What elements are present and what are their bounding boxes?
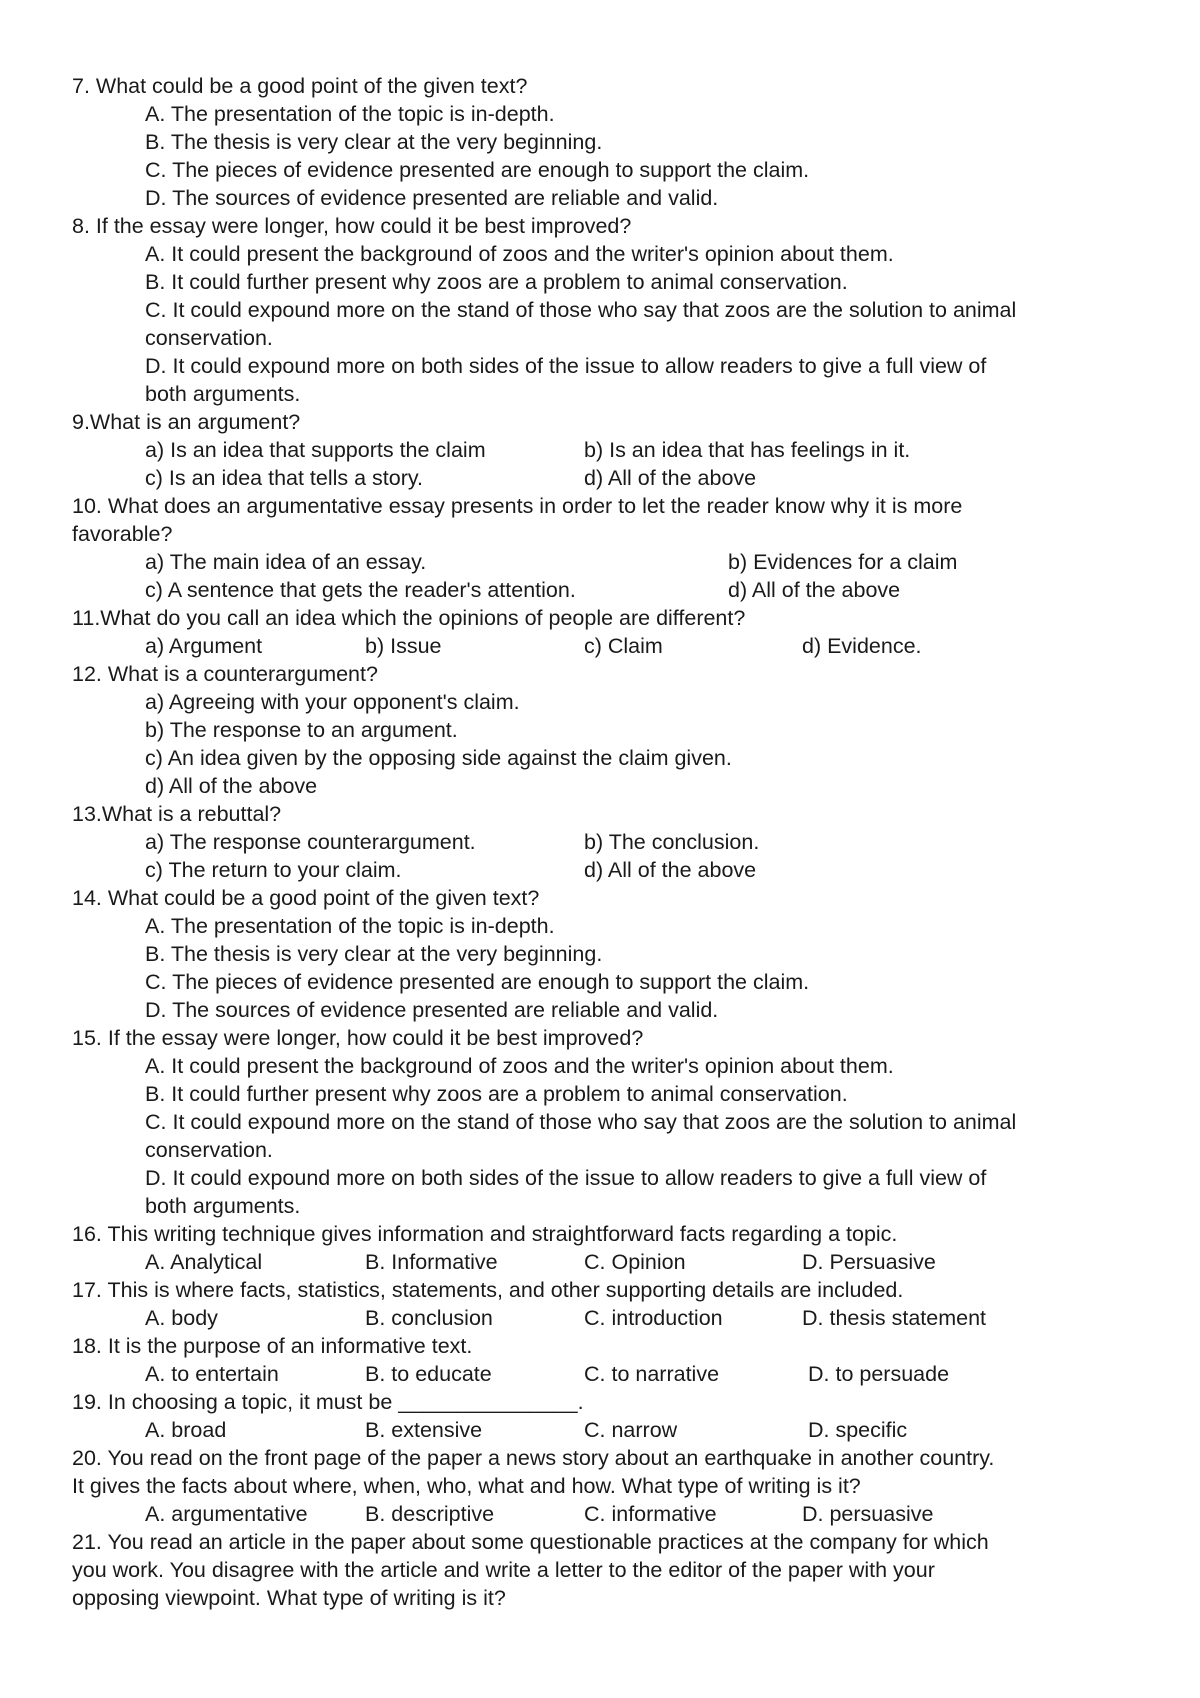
question-18-option-d: D. to persuade <box>808 1362 950 1386</box>
question-19-option-d: D. specific <box>808 1418 908 1442</box>
question-16-option-d: D. Persuasive <box>802 1250 936 1274</box>
question-14-stem: 14. What could be a good point of the given text? <box>72 886 540 910</box>
question-13-stem: 13.What is a rebuttal? <box>72 802 282 826</box>
question-7-option-a: A. The presentation of the topic is in-depth. <box>145 102 555 126</box>
question-17-option-b: B. conclusion <box>365 1306 493 1330</box>
question-14-option-a: A. The presentation of the topic is in-depth. <box>145 914 555 938</box>
question-16-option-c: C. Opinion <box>584 1250 686 1274</box>
question-7-option-c: C. The pieces of evidence presented are enough to support the claim. <box>145 158 810 182</box>
question-10-stem-cont: favorable? <box>72 522 173 546</box>
question-8-option-d: D. It could expound more on both sides of the issue to allow readers to give a full view of <box>145 354 987 378</box>
question-15-option-c: C. It could expound more on the stand of those who say that zoos are the solution to animal <box>145 1110 1017 1134</box>
question-18-stem: 18. It is the purpose of an informative text. <box>72 1334 473 1358</box>
question-9-stem: 9.What is an argument? <box>72 410 301 434</box>
question-11-stem: 11.What do you call an idea which the opinions of people are different? <box>72 606 746 630</box>
question-21-stem-cont-2: opposing viewpoint. What type of writing is it? <box>72 1586 506 1610</box>
question-9-option-b: b) Is an idea that has feelings in it. <box>584 438 911 462</box>
question-14-option-d: D. The sources of evidence presented are reliable and valid. <box>145 998 719 1022</box>
question-10-option-c: c) A sentence that gets the reader's attention. <box>145 578 576 602</box>
question-17-stem: 17. This is where facts, statistics, statements, and other supporting details are included. <box>72 1278 904 1302</box>
question-11-option-c: c) Claim <box>584 634 663 658</box>
question-18-option-b: B. to educate <box>365 1362 492 1386</box>
question-18-option-c: C. to narrative <box>584 1362 720 1386</box>
question-20-option-b: B. descriptive <box>365 1502 495 1526</box>
question-20-stem: 20. You read on the front page of the paper a news story about an earthquake in another country. <box>72 1446 995 1470</box>
question-17-option-c: C. introduction <box>584 1306 723 1330</box>
question-8-stem: 8. If the essay were longer, how could it be best improved? <box>72 214 632 238</box>
question-13-option-b: b) The conclusion. <box>584 830 760 854</box>
question-9-option-d: d) All of the above <box>584 466 757 490</box>
question-18-option-a: A. to entertain <box>145 1362 279 1386</box>
question-21-stem-cont: you work. You disagree with the article and write a letter to the editor of the paper with your <box>72 1558 935 1582</box>
question-15-option-a: A. It could present the background of zoos and the writer's opinion about them. <box>145 1054 894 1078</box>
question-21-stem: 21. You read an article in the paper about some questionable practices at the company for which <box>72 1530 989 1554</box>
question-11-option-d: d) Evidence. <box>802 634 922 658</box>
question-7-option-d: D. The sources of evidence presented are reliable and valid. <box>145 186 719 210</box>
question-10-option-a: a) The main idea of an essay. <box>145 550 427 574</box>
question-17-option-d: D. thesis statement <box>802 1306 987 1330</box>
question-20-option-d: D. persuasive <box>802 1502 934 1526</box>
question-8-option-b: B. It could further present why zoos are a problem to animal conservation. <box>145 270 848 294</box>
question-10-option-b: b) Evidences for a claim <box>728 550 958 574</box>
question-16-stem: 16. This writing technique gives information and straightforward facts regarding a topic. <box>72 1222 898 1246</box>
question-19-option-c: C. narrow <box>584 1418 678 1442</box>
question-14-option-b: B. The thesis is very clear at the very beginning. <box>145 942 603 966</box>
question-19-option-a: A. broad <box>145 1418 227 1442</box>
question-13-option-d: d) All of the above <box>584 858 757 882</box>
question-12-option-d: d) All of the above <box>145 774 318 798</box>
question-13-option-a: a) The response counterargument. <box>145 830 476 854</box>
question-12-option-a: a) Agreeing with your opponent's claim. <box>145 690 520 714</box>
question-15-option-c-cont: conservation. <box>145 1138 273 1162</box>
question-20-stem-cont: It gives the facts about where, when, who, what and how. What type of writing is it? <box>72 1474 861 1498</box>
question-12-option-c: c) An idea given by the opposing side against the claim given. <box>145 746 732 770</box>
question-20-option-a: A. argumentative <box>145 1502 308 1526</box>
question-16-option-a: A. Analytical <box>145 1250 263 1274</box>
question-12-stem: 12. What is a counterargument? <box>72 662 378 686</box>
question-7-option-b: B. The thesis is very clear at the very beginning. <box>145 130 603 154</box>
question-15-option-d-cont: both arguments. <box>145 1194 301 1218</box>
question-11-option-a: a) Argument <box>145 634 263 658</box>
question-7-stem: 7. What could be a good point of the given text? <box>72 74 528 98</box>
question-17-option-a: A. body <box>145 1306 218 1330</box>
question-11-option-b: b) Issue <box>365 634 442 658</box>
question-15-option-d: D. It could expound more on both sides of the issue to allow readers to give a full view of <box>145 1166 987 1190</box>
question-13-option-c: c) The return to your claim. <box>145 858 402 882</box>
question-15-stem: 15. If the essay were longer, how could it be best improved? <box>72 1026 644 1050</box>
question-8-option-c: C. It could expound more on the stand of those who say that zoos are the solution to animal <box>145 298 1017 322</box>
question-20-option-c: C. informative <box>584 1502 717 1526</box>
question-10-option-d: d) All of the above <box>728 578 901 602</box>
question-16-option-b: B. Informative <box>365 1250 498 1274</box>
question-12-option-b: b) The response to an argument. <box>145 718 458 742</box>
question-8-option-d-cont: both arguments. <box>145 382 301 406</box>
question-9-option-c: c) Is an idea that tells a story. <box>145 466 424 490</box>
question-14-option-c: C. The pieces of evidence presented are enough to support the claim. <box>145 970 810 994</box>
question-8-option-a: A. It could present the background of zoos and the writer's opinion about them. <box>145 242 894 266</box>
question-19-stem: 19. In choosing a topic, it must be _______________. <box>72 1390 584 1414</box>
question-8-option-c-cont: conservation. <box>145 326 273 350</box>
question-9-option-a: a) Is an idea that supports the claim <box>145 438 486 462</box>
question-19-option-b: B. extensive <box>365 1418 483 1442</box>
question-10-stem: 10. What does an argumentative essay presents in order to let the reader know why it is more <box>72 494 963 518</box>
question-15-option-b: B. It could further present why zoos are a problem to animal conservation. <box>145 1082 848 1106</box>
